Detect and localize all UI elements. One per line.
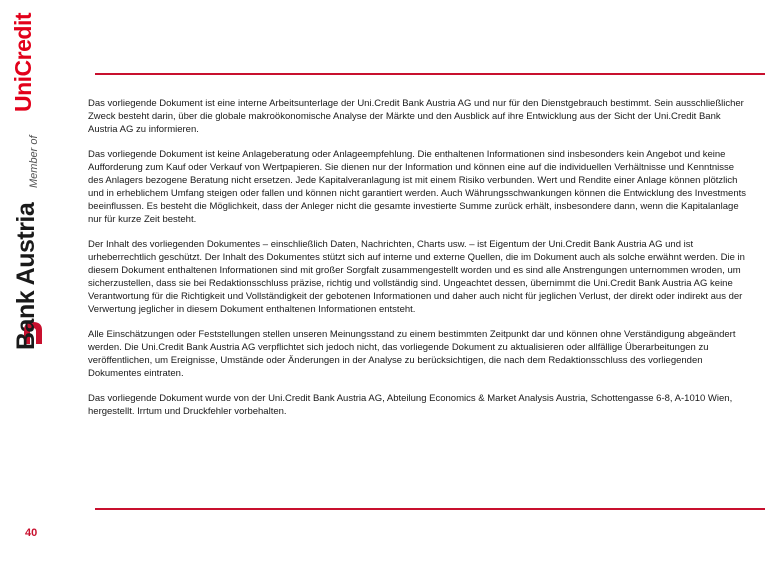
disclaimer-paragraph-3: Der Inhalt des vorliegenden Dokumentes – einschließlich Daten, Nachrichten, Charts usw. – ist Eigentum der Uni.Credit Bank Austria AG und ist urheberrechtlich geschützt. Der Inhalt des Dokumentes stützt sich auf interne und externe Quellen, die im Dokument auch als solche erwähnt werden. Die in diesem Dokument enthaltenen Informationen sind mit großer Sorgfalt zusammengestellt worden und es sind alle Anstrengungen unternommen wroden, um sicherzustellen, dass sie bei Redaktionsschluss präzise, richtig und vollständig sind. Ungeachtet dessen, übernimmt die Uni.Credit Bank Austria AG keine Verantwortung für die Richtigkeit und Vollständigkeit der gebotenen Informationen und daher auch nicht für jeglichen Verlust, der direkt oder indirekt aus der Verwertung jeglicher in diesem Dokument enthaltenen Informationen entsteht. <box>88 239 745 315</box>
page-number: 40 <box>25 527 38 539</box>
disclaimer-paragraph-1: Das vorliegende Dokument ist eine interne Arbeitsunterlage der Uni.Credit Bank Austria AG und nur für den Dienstgebrauch bestimmt. Sein ausschließlicher Zweck besteht darin, über die globale makroökonomische Analyse der Märkte und den Ausblick auf ihre Entwicklung aus der Sicht der Uni.Credit Bank Austria AG zu informieren. <box>88 98 744 135</box>
disclaimer-paragraph-2: Das vorliegende Dokument ist keine Anlageberatung oder Anlageempfehlung. Die enthaltenen Informationen sind insbesonders kein Angebot und keine Aufforderung zum Kauf oder Verkauf von Wertpapieren. Sie dienen nur der Information und können eine auf die individuellen Verhältnisse und Kenntnisse des Anlagers bezogene Beratung nicht ersetzen. Jede Kapitalveranlagung ist mit einem Risiko verbunden. Wert und Rendite einer Anlage können plötzlich und in erheblichem Umfang steigen oder fallen und können nicht garantiert werden. Auch Währungsschwankungen können die Entwicklung des Investments beeinflussen. Es besteht die Möglichkeit, dass der Anleger nicht die gesamte investierte Summe zurück erhält, insbesondere dann, wenn die Kapitalanlage nur für kurze Zeit besteht. <box>88 149 747 225</box>
disclaimer-paragraph-5: Das vorliegende Dokument wurde von der Uni.Credit Bank Austria AG, Abteilung Economics & Market Analysis Austria, Schottengasse 6-8, A-1010 Wien, hergestellt. Irrtum und Druckfehler vorbehalten. <box>88 393 733 417</box>
top-divider <box>95 73 765 75</box>
bank-austria-wordmark: Bank Austria <box>12 202 40 350</box>
disclaimer-text <box>88 97 748 430</box>
disclaimer-paragraph-4: Alle Einschätzungen oder Feststellungen stellen unseren Meinungsstand zu einem bestimmten Zeitpunkt dar und können ohne Verständigung abgeändert werden. Die Uni.Credit Bank Austria AG verpflichtet sich jedoch nicht, das vorliegende Dokument zu aktualisieren oder allfällige Überarbeitungen zu veröffentlichen, um Ereignisse, Umstände oder Änderungen in der Analyse zu berücksichtigen, die nach dem Redaktionsschluss des vorliegenden Dokumentes eintraten. <box>88 329 736 379</box>
bank-austria-logo <box>10 13 44 350</box>
member-of-label: Member of <box>28 135 40 188</box>
unicredit-wordmark: UniCredit <box>10 13 36 112</box>
bottom-divider <box>95 508 765 510</box>
